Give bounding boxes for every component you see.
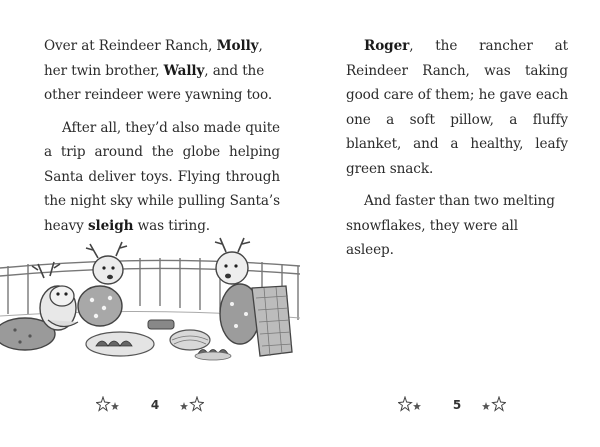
star-cluster-icon	[96, 396, 122, 414]
page-number: 5	[452, 398, 462, 412]
paragraph	[346, 189, 568, 263]
text-run: , her twin brother,	[44, 38, 263, 79]
bold-term: Roger	[364, 38, 410, 54]
page-footer	[392, 390, 522, 420]
bold-term: Molly	[216, 38, 259, 54]
reindeer-illustration	[0, 236, 300, 371]
page-number: 4	[150, 398, 160, 412]
paragraph	[44, 34, 280, 108]
text-run: And faster than two melting snowflakes, they were all asleep.	[346, 193, 555, 258]
right-page-text	[346, 34, 568, 263]
bold-term: Wally	[163, 62, 205, 79]
paragraph	[44, 116, 280, 239]
star-cluster-icon	[398, 396, 424, 414]
left-page-text	[44, 34, 280, 238]
right-page	[300, 0, 600, 447]
text-run: , and the other reindeer were yawning too.	[44, 62, 273, 103]
star-cluster-icon	[178, 396, 204, 414]
star-cluster-icon	[480, 396, 506, 414]
bold-term: sleigh	[88, 217, 134, 234]
text-run: , the rancher at Reindeer Ranch, was taking good care of them; he gave each one a soft pillow, a fluffy blanket, and a healthy, leafy green snack.	[346, 38, 568, 177]
paragraph	[346, 34, 568, 181]
page-footer	[90, 390, 220, 420]
text-run: After all, they’d also made quite a trip around the globe helping Santa deliver toys. Flying through the night sky while pulling Santa’s heavy	[44, 119, 280, 234]
text-run: was tiring.	[133, 217, 211, 234]
text-run: Over at Reindeer Ranch,	[44, 38, 217, 54]
